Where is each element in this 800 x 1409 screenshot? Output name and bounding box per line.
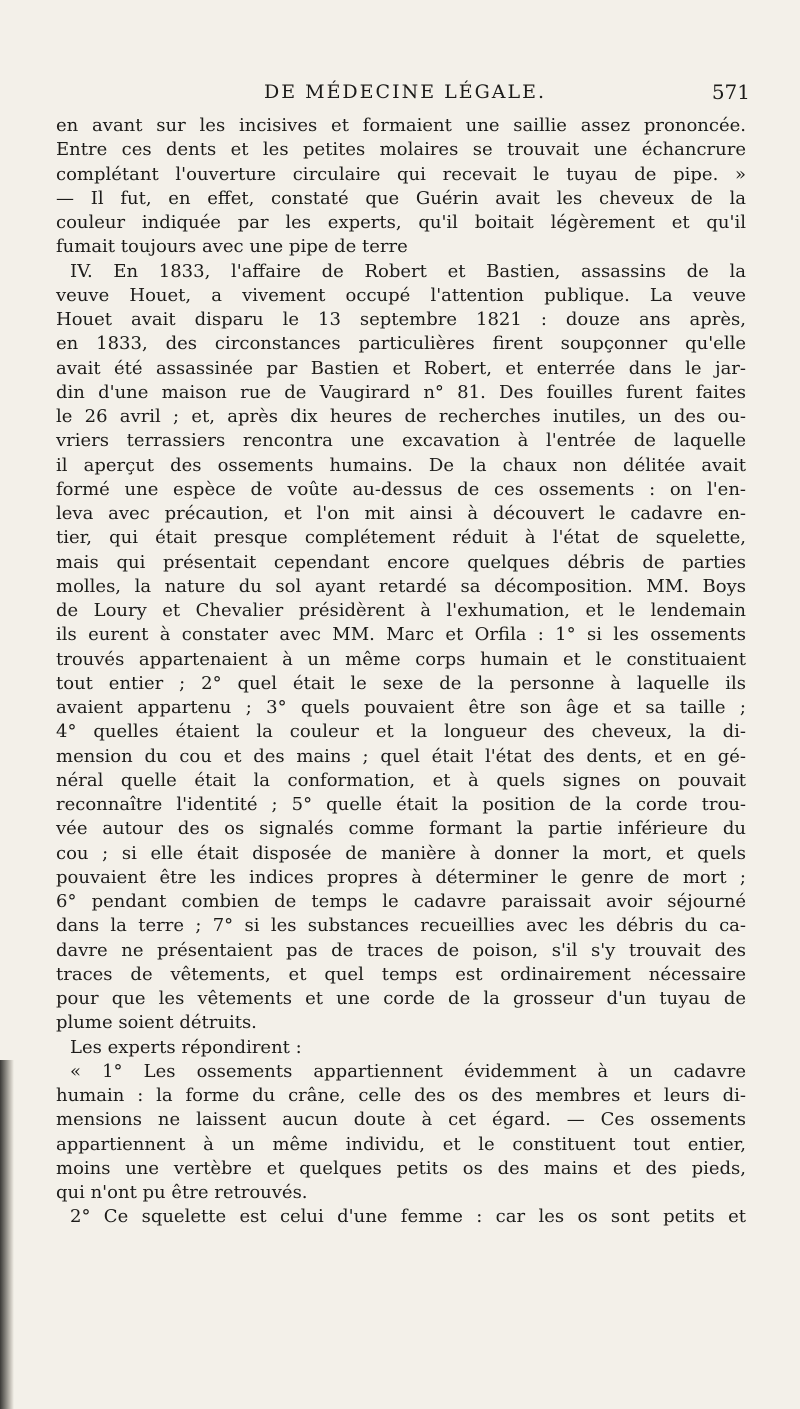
text-line: il aperçut des ossements humains. De la chaux non délitée avait bbox=[56, 454, 746, 476]
text-line: IV. En 1833, l'affaire de Robert et Bastien, assassins de la bbox=[70, 260, 746, 282]
text-line: Les experts répondirent : bbox=[70, 1036, 302, 1058]
binding-shadow bbox=[0, 1060, 14, 1409]
text-line: tout entier ; 2° quel était le sexe de la personne à laquelle ils bbox=[56, 672, 746, 694]
text-line: en avant sur les incisives et formaient une saillie assez prononcée. bbox=[56, 115, 746, 136]
text-line: 4° quelles étaient la couleur et la longueur des cheveux, la di- bbox=[56, 721, 746, 743]
text-line: — Il fut, en effet, constaté que Guérin avait les cheveux de la bbox=[56, 187, 746, 209]
running-head: DE MÉDECINE LÉGALE. bbox=[263, 81, 547, 103]
text-line: néral quelle était la conformation, et à quels signes on pouvait bbox=[56, 769, 746, 791]
text-line: cou ; si elle était disposée de manière à donner la mort, et quels bbox=[56, 842, 746, 864]
text-line: pouvaient être les indices propres à déterminer le genre de mort ; bbox=[56, 866, 746, 888]
text-line: vriers terrassiers rencontra une excavation à l'entrée de laquelle bbox=[56, 430, 746, 452]
text-line: din d'une maison rue de Vaugirard n° 81. Des fouilles furent faites bbox=[56, 381, 746, 403]
text-line: 2° Ce squelette est celui d'une femme : car les os sont petits et bbox=[70, 1206, 746, 1228]
text-line: Entre ces dents et les petites molaires se trouvait une échancrure bbox=[56, 139, 746, 161]
text-line: mais qui présentait cependant encore quelques débris de parties bbox=[56, 551, 746, 573]
text-line: reconnaître l'identité ; 5° quelle était la position de la corde trou- bbox=[56, 794, 746, 815]
text-line: de Loury et Chevalier présidèrent à l'exhumation, et le lendemain bbox=[56, 600, 746, 621]
text-line: 6° pendant combien de temps le cadavre paraissait avoir séjourné bbox=[56, 891, 746, 912]
text-line: « 1° Les ossements appartiennent évidemment à un cadavre bbox=[70, 1060, 746, 1082]
text-line: pour que les vêtements et une corde de la grosseur d'un tuyau de bbox=[56, 988, 746, 1009]
text-line: le 26 avril ; et, après dix heures de recherches inutiles, un des ou- bbox=[56, 406, 746, 427]
text-line: fumait toujours avec une pipe de terre bbox=[56, 236, 408, 258]
page-header bbox=[60, 78, 750, 106]
text-line: couleur indiquée par les experts, qu'il boitait légèrement et qu'il bbox=[56, 212, 746, 233]
text-line: trouvés appartenaient à un même corps humain et le constituaient bbox=[56, 648, 746, 670]
text-line: en 1833, des circonstances particulières firent soupçonner qu'elle bbox=[56, 333, 746, 355]
text-line: qui n'ont pu être retrouvés. bbox=[56, 1182, 308, 1203]
text-line: avait été assassinée par Bastien et Robert, et enterrée dans le jar- bbox=[56, 357, 746, 379]
text-line: complétant l'ouverture circulaire qui recevait le tuyau de pipe. » bbox=[56, 163, 746, 185]
text-line: tier, qui était presque complétement réduit à l'état de squelette, bbox=[56, 527, 746, 549]
text-line: formé une espèce de voûte au-dessus de ces ossements : on l'en- bbox=[56, 478, 746, 500]
body-text bbox=[56, 114, 746, 1230]
text-line: leva avec précaution, et l'on mit ainsi à découvert le cadavre en- bbox=[56, 503, 746, 524]
text-line: mension du cou et des mains ; quel était l'état des dents, et en gé- bbox=[56, 745, 746, 767]
text-line: davre ne présentaient pas de traces de poison, s'il s'y trouvait des bbox=[56, 939, 746, 961]
text-line: appartiennent à un même individu, et le constituent tout entier, bbox=[56, 1133, 746, 1155]
text-line: humain : la forme du crâne, celle des os des membres et leurs di- bbox=[56, 1085, 746, 1106]
text-line: moins une vertèbre et quelques petits os des mains et des pieds, bbox=[56, 1157, 746, 1179]
text-line: ils eurent à constater avec MM. Marc et Orfila : 1° si les ossements bbox=[56, 624, 746, 646]
text-line: Houet avait disparu le 13 septembre 1821 : douze ans après, bbox=[56, 309, 746, 330]
text-line: traces de vêtements, et quel temps est ordinairement nécessaire bbox=[56, 963, 746, 985]
text-line: veuve Houet, a vivement occupé l'attention publique. La veuve bbox=[56, 284, 746, 306]
text-line: mensions ne laissent aucun doute à cet égard. — Ces ossements bbox=[56, 1109, 746, 1131]
text-line: plume soient détruits. bbox=[56, 1012, 257, 1034]
text-line: molles, la nature du sol ayant retardé sa décomposition. MM. Boys bbox=[56, 575, 746, 597]
page-number: 571 bbox=[711, 80, 750, 104]
text-line: dans la terre ; 7° si les substances recueillies avec les débris du ca- bbox=[56, 915, 746, 937]
text-line: avaient appartenu ; 3° quels pouvaient être son âge et sa taille ; bbox=[56, 697, 746, 718]
text-line: vée autour des os signalés comme formant la partie inférieure du bbox=[56, 818, 746, 840]
